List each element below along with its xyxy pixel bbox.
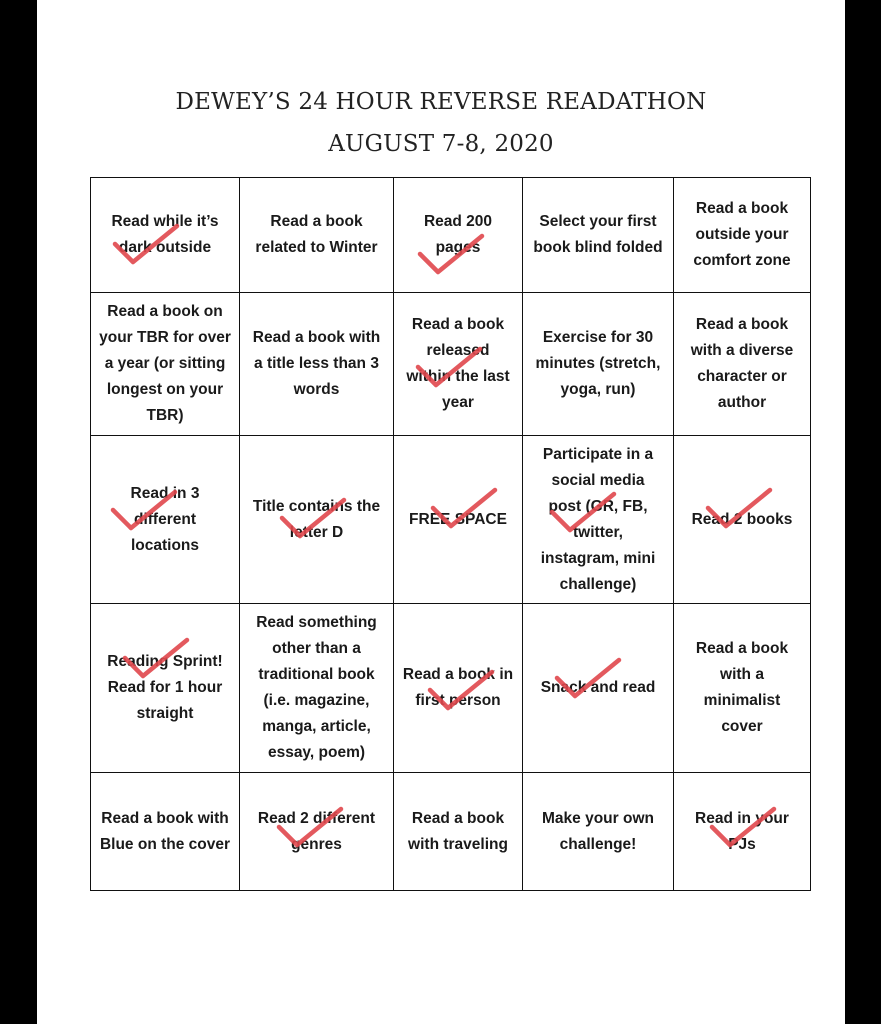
bingo-row <box>91 773 811 891</box>
bingo-square <box>674 604 811 773</box>
bingo-square <box>240 178 394 293</box>
bingo-square-label: Read in your PJs <box>695 809 789 853</box>
bingo-square-label: Exercise for 30 minutes (stretch, yoga, run) <box>535 329 661 398</box>
bingo-square <box>523 604 674 773</box>
bingo-square-label: Read a book outside your comfort zone <box>693 200 791 269</box>
bingo-square-label: Read a book on your TBR for over a year (or sitting longest on your TBR) <box>99 303 231 424</box>
bingo-square <box>240 293 394 436</box>
bingo-square-label: Make your own challenge! <box>542 809 654 853</box>
bingo-square-label: Read a book related to Winter <box>255 213 378 256</box>
page-subtitle-date: AUGUST 7-8, 2020 <box>328 131 554 157</box>
bingo-square-label: Reading Sprint! Read for 1 hour straight <box>107 653 223 722</box>
bingo-square <box>91 293 240 436</box>
bingo-square-label: Read a book with a title less than 3 words <box>252 329 381 398</box>
bingo-square-label: Read 2 books <box>691 510 793 528</box>
bingo-square <box>91 436 240 604</box>
bingo-square-label: Snack and read <box>540 679 656 696</box>
bingo-square <box>91 604 240 773</box>
bingo-square-label: Read in 3 different locations <box>130 484 200 554</box>
bingo-page <box>37 0 845 1024</box>
bingo-square-label: Read a book released within the last year <box>406 316 510 411</box>
bingo-square <box>240 773 394 891</box>
bingo-square <box>394 773 523 891</box>
bingo-square <box>674 178 811 293</box>
bingo-square <box>394 293 523 436</box>
bingo-row <box>91 436 811 604</box>
bingo-square <box>674 773 811 891</box>
bingo-square <box>91 178 240 293</box>
bingo-square-label: Read a book with traveling <box>408 809 508 853</box>
bingo-square <box>240 604 394 773</box>
bingo-square-label: Read a book in first person <box>402 666 514 709</box>
bingo-square-label: Participate in a social media post (GR, FB, twitter, instagram, mini challenge) <box>540 445 656 593</box>
bingo-square <box>523 436 674 604</box>
bingo-row <box>91 293 811 436</box>
bingo-square-label: Read a book with a minimalist cover <box>695 640 789 735</box>
bingo-card-grid <box>90 177 811 891</box>
bingo-square <box>523 293 674 436</box>
bingo-square-label: FREE SPACE <box>409 510 507 528</box>
bingo-square <box>394 604 523 773</box>
bingo-square-label: Select your first book blind folded <box>533 213 663 256</box>
bingo-square <box>523 178 674 293</box>
bingo-square-label: Read a book with a diverse character or author <box>690 316 794 411</box>
bingo-square <box>523 773 674 891</box>
bingo-square <box>91 773 240 891</box>
bingo-square-label: Read 200 pages <box>423 213 493 256</box>
bingo-square <box>240 436 394 604</box>
bingo-row <box>91 604 811 773</box>
bingo-square <box>674 436 811 604</box>
bingo-square-label: Read 2 different genres <box>257 809 376 853</box>
bingo-square-label: Read something other than a traditional book (i.e. magazine, manga, article, essay, poem) <box>256 614 377 761</box>
bingo-square <box>394 436 523 604</box>
bingo-square-label: Read while it’s dark outside <box>111 213 219 256</box>
page-title: DEWEY’S 24 HOUR REVERSE READATHON <box>175 89 707 115</box>
bingo-square-label: Title contains the letter D <box>252 497 381 541</box>
bingo-row <box>91 178 811 293</box>
bingo-square-label: Read a book with Blue on the cover <box>99 809 231 853</box>
bingo-square <box>674 293 811 436</box>
bingo-square <box>394 178 523 293</box>
